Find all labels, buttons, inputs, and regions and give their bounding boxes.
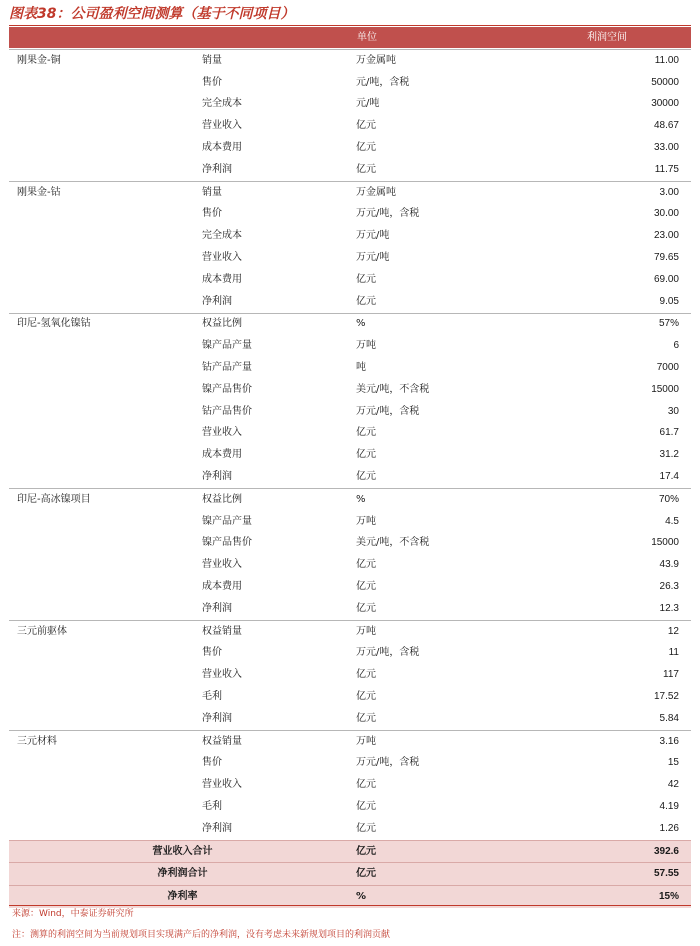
unit-cell: 万吨 — [356, 340, 376, 352]
unit-cell: 亿元 — [356, 559, 376, 571]
item-name: 销量 — [202, 181, 356, 203]
group-name — [9, 159, 202, 181]
item-name: 镍产品产量 — [202, 515, 252, 527]
table-row — [9, 225, 691, 247]
value-cell: 11.75 — [654, 163, 679, 175]
table-row — [9, 291, 691, 313]
table-row — [9, 137, 691, 159]
value-cell: 1.26 — [659, 822, 679, 834]
value-cell: 9.05 — [659, 295, 679, 307]
table-row — [9, 511, 691, 533]
item-name: 售价 — [202, 208, 222, 220]
value-cell: 12 — [586, 620, 691, 642]
table-row — [9, 466, 691, 488]
group-name — [9, 753, 202, 775]
group-name — [9, 423, 202, 445]
group-name — [9, 598, 202, 620]
unit-cell: 万元/吨 — [356, 252, 390, 264]
unit-cell: 元/吨 — [356, 98, 380, 110]
total-label: 净利润合计 — [9, 863, 356, 886]
header-value: 利润空间 — [587, 32, 627, 43]
group-name — [9, 796, 202, 818]
group-name — [9, 269, 202, 291]
value-cell: 17.52 — [653, 691, 679, 702]
table-row — [9, 401, 691, 423]
item-name: 净利润 — [202, 163, 232, 175]
unit-cell: 亿元 — [356, 822, 376, 834]
item-name: 权益销量 — [202, 730, 356, 752]
table-row — [9, 533, 691, 555]
group-name — [9, 225, 202, 247]
table-row — [9, 643, 691, 665]
profit-table — [9, 49, 691, 908]
value-cell: 48.67 — [653, 120, 679, 132]
table-row — [9, 576, 691, 598]
value-cell: 12.3 — [659, 602, 679, 614]
group-name — [9, 511, 202, 533]
unit-cell: 亿元 — [356, 449, 376, 461]
group-name — [9, 379, 202, 401]
table-row — [9, 204, 691, 226]
unit-cell: % — [356, 488, 586, 510]
value-cell: 15 — [667, 757, 679, 769]
item-name: 镍产品售价 — [202, 383, 252, 395]
value-cell: 11.00 — [586, 50, 691, 72]
unit-cell: 亿元 — [356, 669, 376, 681]
unit-cell: 亿元 — [356, 602, 376, 614]
unit-cell: 元/吨，含税 — [356, 76, 410, 88]
group-name — [9, 664, 202, 686]
group-name — [9, 576, 202, 598]
value-cell: 117 — [663, 669, 679, 681]
table-row — [9, 664, 691, 686]
table-row — [9, 115, 691, 137]
item-name: 成本费用 — [202, 142, 242, 154]
item-name: 成本费用 — [202, 581, 242, 593]
item-name: 净利润 — [202, 822, 232, 834]
table-row — [9, 50, 691, 72]
item-name: 售价 — [202, 76, 222, 88]
value-cell: 4.5 — [665, 515, 679, 527]
group-name — [9, 401, 202, 423]
footnote: 注：测算的利润空间为当前规划项目实现满产后的净利润，没有考虑未来新规划项目的利润贡献 — [12, 930, 391, 940]
footer-rule — [9, 905, 691, 906]
total-unit: 亿元 — [356, 863, 586, 886]
unit-cell: 万元/吨，含税 — [356, 647, 420, 659]
group-name — [9, 444, 202, 466]
value-cell: 30.00 — [653, 208, 679, 220]
table-row — [9, 444, 691, 466]
item-name: 毛利 — [202, 800, 222, 812]
table-row — [9, 313, 691, 335]
header-unit: 单位 — [357, 32, 377, 43]
item-name: 净利润 — [202, 602, 232, 614]
unit-cell: 万吨 — [356, 730, 586, 752]
unit-cell: 亿元 — [356, 800, 376, 812]
value-cell: 17.4 — [659, 471, 679, 483]
value-cell: 30 — [667, 405, 679, 417]
table-row — [9, 686, 691, 708]
group-name — [9, 466, 202, 488]
table-row — [9, 753, 691, 775]
group-name — [9, 247, 202, 269]
table-row — [9, 796, 691, 818]
table-row — [9, 247, 691, 269]
group-name — [9, 643, 202, 665]
unit-cell: 亿元 — [356, 779, 376, 791]
item-name: 成本费用 — [202, 449, 242, 461]
item-name: 镍产品售价 — [202, 537, 252, 549]
value-cell: 15000 — [651, 537, 679, 549]
total-label: 营业收入合计 — [9, 840, 356, 863]
group-name — [9, 774, 202, 796]
total-row — [9, 840, 691, 863]
group-name: 印尼-氢氧化镍钴 — [9, 313, 202, 335]
unit-cell: 亿元 — [356, 273, 376, 285]
unit-cell: 万元/吨，含税 — [356, 208, 420, 220]
unit-cell: 亿元 — [356, 471, 376, 483]
figure-title: 图表38：公司盈利空间测算（基于不同项目） — [9, 6, 295, 22]
value-cell: 7000 — [656, 362, 679, 374]
item-name: 镍产品产量 — [202, 340, 252, 352]
table-header — [9, 27, 691, 48]
unit-cell: 亿元 — [356, 120, 376, 132]
item-name: 钴产品售价 — [202, 405, 252, 417]
total-row — [9, 863, 691, 886]
unit-cell: 万金属吨 — [356, 50, 586, 72]
value-cell: 70% — [586, 488, 691, 510]
unit-cell: 亿元 — [356, 163, 376, 175]
unit-cell: 亿元 — [356, 691, 376, 702]
value-cell: 4.19 — [659, 800, 679, 812]
value-cell: 26.3 — [659, 581, 679, 593]
value-cell: 11 — [668, 647, 679, 659]
item-name: 销量 — [202, 50, 356, 72]
item-name: 售价 — [202, 647, 222, 659]
item-name: 售价 — [202, 757, 222, 769]
item-name: 权益比例 — [202, 488, 356, 510]
value-cell: 15000 — [651, 383, 679, 395]
item-name: 营业收入 — [202, 779, 242, 791]
table-row — [9, 620, 691, 642]
value-cell: 31.2 — [659, 449, 679, 461]
unit-cell: 亿元 — [356, 712, 376, 724]
group-name — [9, 818, 202, 840]
item-name: 钴产品产量 — [202, 362, 252, 374]
value-cell: 6 — [673, 340, 679, 352]
total-unit: 亿元 — [356, 840, 586, 863]
unit-cell: 美元/吨，不含税 — [356, 383, 430, 395]
table-row — [9, 730, 691, 752]
group-name: 印尼-高冰镍项目 — [9, 488, 202, 510]
total-value: 392.6 — [586, 840, 691, 863]
value-cell: 3.16 — [586, 730, 691, 752]
group-name — [9, 204, 202, 226]
table-row — [9, 708, 691, 730]
table-row — [9, 159, 691, 181]
group-name — [9, 72, 202, 94]
group-name — [9, 335, 202, 357]
total-label: 净利率 — [9, 886, 356, 908]
item-name: 完全成本 — [202, 230, 242, 242]
item-name: 营业收入 — [202, 669, 242, 681]
group-name: 刚果金-铜 — [9, 50, 202, 72]
group-name — [9, 137, 202, 159]
item-name: 完全成本 — [202, 98, 242, 110]
unit-cell: 亿元 — [356, 142, 376, 154]
item-name: 净利润 — [202, 471, 232, 483]
group-name — [9, 533, 202, 555]
group-name: 刚果金-钴 — [9, 181, 202, 203]
value-cell: 50000 — [651, 76, 679, 88]
item-name: 毛利 — [202, 691, 222, 702]
unit-cell: % — [356, 313, 586, 335]
item-name: 成本费用 — [202, 273, 242, 285]
item-name: 营业收入 — [202, 559, 242, 571]
group-name: 三元材料 — [9, 730, 202, 752]
unit-cell: 万元/吨，含税 — [356, 405, 420, 417]
group-name — [9, 686, 202, 708]
item-name: 权益比例 — [202, 313, 356, 335]
title-rule — [9, 25, 691, 26]
table-row — [9, 335, 691, 357]
unit-cell: 万元/吨，含税 — [356, 757, 420, 769]
group-name: 三元前驱体 — [9, 620, 202, 642]
table-row — [9, 488, 691, 510]
source-note: 来源：Wind，中泰证券研究所 — [12, 909, 134, 919]
total-unit: % — [356, 886, 586, 908]
table-row — [9, 554, 691, 576]
item-name: 营业收入 — [202, 427, 242, 439]
value-cell: 61.7 — [659, 427, 679, 439]
item-name: 营业收入 — [202, 252, 242, 264]
unit-cell: 万吨 — [356, 620, 586, 642]
unit-cell: 吨 — [356, 362, 366, 374]
value-cell: 43.9 — [659, 559, 679, 571]
value-cell: 69.00 — [653, 273, 679, 285]
unit-cell: 亿元 — [356, 295, 376, 307]
value-cell: 42 — [667, 779, 679, 791]
table-row — [9, 94, 691, 116]
table-row — [9, 598, 691, 620]
item-name: 净利润 — [202, 295, 232, 307]
value-cell: 79.65 — [653, 252, 679, 264]
table-row — [9, 379, 691, 401]
table-row — [9, 423, 691, 445]
group-name — [9, 708, 202, 730]
unit-cell: 美元/吨，不含税 — [356, 537, 430, 549]
unit-cell: 万金属吨 — [356, 181, 586, 203]
unit-cell: 万吨 — [356, 515, 376, 527]
table-row — [9, 72, 691, 94]
item-name: 净利润 — [202, 712, 232, 724]
value-cell: 57% — [586, 313, 691, 335]
value-cell: 30000 — [651, 98, 679, 110]
value-cell: 3.00 — [586, 181, 691, 203]
item-name: 权益销量 — [202, 620, 356, 642]
table-row — [9, 181, 691, 203]
table-row — [9, 269, 691, 291]
group-name — [9, 94, 202, 116]
total-value: 57.55 — [586, 863, 691, 886]
table-row — [9, 774, 691, 796]
group-name — [9, 357, 202, 379]
unit-cell: 亿元 — [356, 427, 376, 439]
value-cell: 33.00 — [653, 142, 679, 154]
unit-cell: 亿元 — [356, 581, 376, 593]
item-name: 营业收入 — [202, 120, 242, 132]
value-cell: 5.84 — [659, 712, 679, 724]
value-cell: 23.00 — [653, 230, 679, 242]
table-row — [9, 818, 691, 840]
group-name — [9, 291, 202, 313]
unit-cell: 万元/吨 — [356, 230, 390, 242]
group-name — [9, 554, 202, 576]
table-row — [9, 357, 691, 379]
total-value: 15% — [586, 886, 691, 908]
group-name — [9, 115, 202, 137]
